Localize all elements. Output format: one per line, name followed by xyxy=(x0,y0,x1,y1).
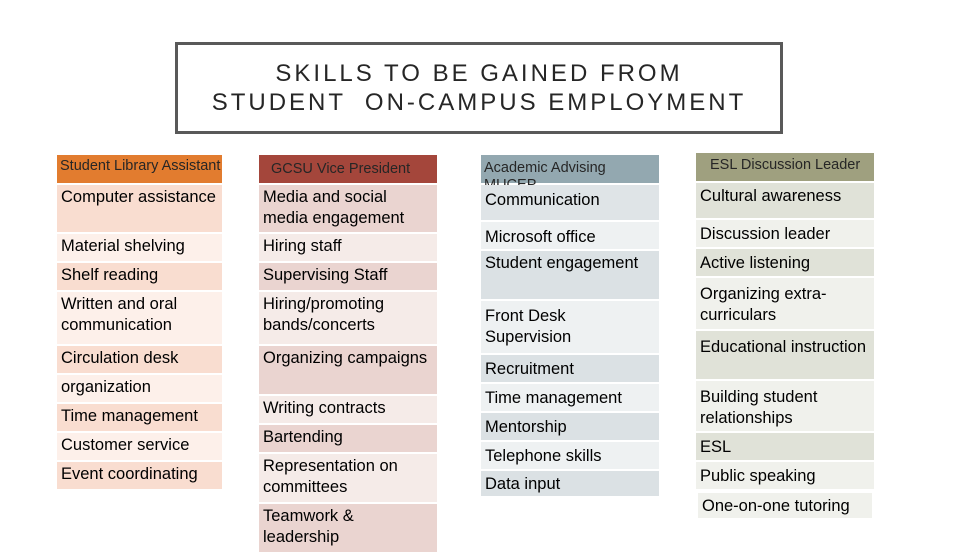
skill-item: organization xyxy=(57,375,222,404)
skill-item: Time management xyxy=(57,404,222,433)
skill-item: Event coordinating xyxy=(57,462,222,491)
skill-item: One-on-one tutoring xyxy=(696,491,874,520)
skill-item: Media and social media engagement xyxy=(259,185,437,234)
skill-item: Writing contracts xyxy=(259,396,437,425)
skill-item: Hiring staff xyxy=(259,234,437,263)
skill-item: Shelf reading xyxy=(57,263,222,292)
skill-item: Mentorship xyxy=(481,413,659,442)
skill-item: Bartending xyxy=(259,425,437,454)
skill-item: Active listening xyxy=(696,249,874,278)
skill-item: Telephone skills xyxy=(481,442,659,471)
column-header: ESL Discussion Leader xyxy=(696,153,874,181)
skill-item: Communication xyxy=(481,185,659,222)
column-header: Academic Advising xyxy=(481,155,659,183)
skill-item: Customer service xyxy=(57,433,222,462)
skill-item: ESL xyxy=(696,433,874,462)
column-header: GCSU Vice President xyxy=(259,155,437,183)
skill-item: Building student relationships xyxy=(696,381,874,433)
skill-item: Front Desk Supervision xyxy=(481,301,659,355)
title-line-2: STUDENT ON-CAMPUS EMPLOYMENT xyxy=(211,89,747,116)
skill-item: Computer assistance xyxy=(57,185,222,234)
column-header: Student Library Assistant xyxy=(57,155,222,183)
skill-item: Written and oral communication xyxy=(57,292,222,346)
skill-item: Recruitment xyxy=(481,355,659,384)
skill-item: Supervising Staff xyxy=(259,263,437,292)
skill-item: Microsoft office xyxy=(481,222,659,251)
skill-item: Teamwork & leadership xyxy=(259,504,437,554)
skill-item: Circulation desk xyxy=(57,346,222,375)
skill-item: Representation on committees xyxy=(259,454,437,504)
title-line-1: SKILLS TO BE GAINED FROM xyxy=(275,60,683,87)
skill-item: Data input xyxy=(481,471,659,498)
skill-item: Discussion leader xyxy=(696,220,874,249)
title-box xyxy=(175,42,783,134)
skill-item: Educational instruction xyxy=(696,331,874,381)
skill-item: Organizing extra-curriculars xyxy=(696,278,874,331)
skill-item: Organizing campaigns xyxy=(259,346,437,396)
skill-item: Public speaking xyxy=(696,462,874,491)
skill-item: Hiring/promoting bands/concerts xyxy=(259,292,437,346)
skill-item: Student engagement xyxy=(481,251,659,301)
skill-item: Material shelving xyxy=(57,234,222,263)
skill-item: Cultural awareness xyxy=(696,183,874,220)
skill-item: Time management xyxy=(481,384,659,413)
